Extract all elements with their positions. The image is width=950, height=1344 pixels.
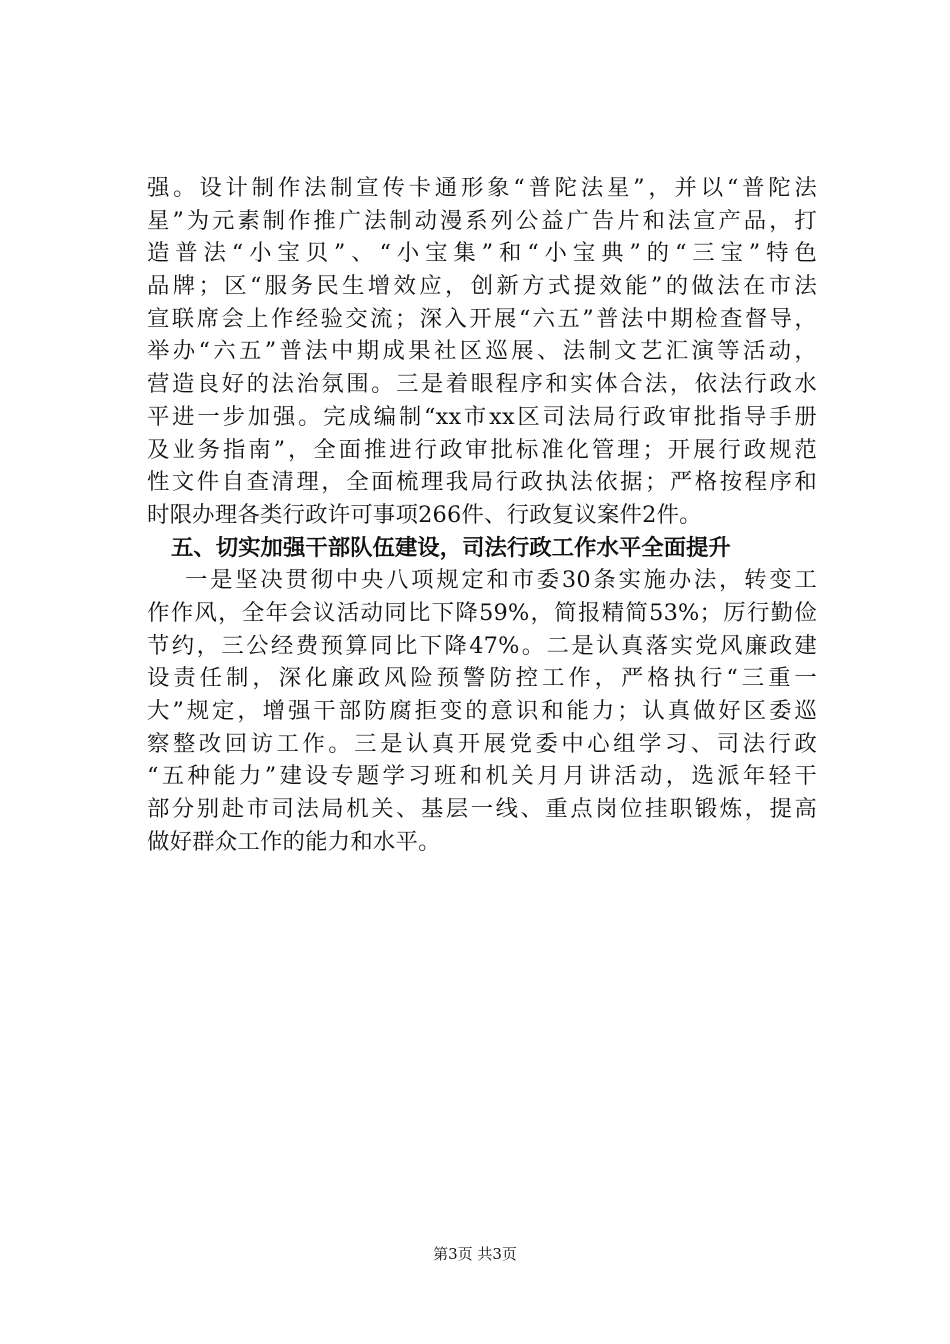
paragraph-line: 察整改回访工作。三是认真开展党委中心组学习、司法行政	[147, 730, 817, 757]
paragraph-line: 性文件自查清理，全面梳理我局行政执法依据；严格按程序和	[147, 469, 817, 496]
paragraph-line: 星”为元素制作推广法制动漫系列公益广告片和法宣产品，打	[147, 207, 817, 234]
paragraph-line: 时限办理各类行政许可事项266件、行政复议案件2件。	[147, 501, 702, 528]
document-body	[147, 172, 817, 858]
paragraph-line: 造普法“小宝贝”、“小宝集”和“小宝典”的“三宝”特色	[147, 240, 817, 267]
paragraph-2	[147, 564, 817, 858]
paragraph-line: 平进一步加强。完成编制“xx市xx区司法局行政审批指导手册	[147, 403, 817, 430]
paragraph-line: 宣联席会上作经验交流；深入开展“六五”普法中期检查督导，	[147, 305, 817, 332]
paragraph-line: 设责任制，深化廉政风险预警防控工作，严格执行“三重一	[147, 665, 817, 692]
paragraph-line: 做好群众工作的能力和水平。	[147, 828, 441, 855]
paragraph-line: 作作风，全年会议活动同比下降59%，简报精简53%；厉行勤俭	[147, 599, 817, 626]
paragraph-line: “五种能力”建设专题学习班和机关月月讲活动，选派年轻干	[147, 763, 817, 790]
paragraph-line: 强。设计制作法制宣传卡通形象“普陀法星”，并以“普陀法	[147, 175, 817, 201]
paragraph-line: 营造良好的法治氛围。三是着眼程序和实体合法，依法行政水	[147, 371, 817, 398]
paragraph-line: 部分别赴市司法局机关、基层一线、重点岗位挂职锻炼，提高	[147, 796, 817, 823]
paragraph-1	[147, 172, 817, 532]
paragraph-line: 及业务指南”，全面推进行政审批标准化管理；开展行政规范	[147, 436, 817, 463]
paragraph-line: 品牌；区“服务民生增效应，创新方式提效能”的做法在市法	[147, 273, 817, 300]
page-footer: 第3页 共3页	[433, 1245, 517, 1263]
paragraph-line: 节约，三公经费预算同比下降47%。二是认真落实党风廉政建	[147, 632, 817, 659]
section-heading: 五、切实加强干部队伍建设，司法行政工作水平全面提升	[171, 534, 731, 561]
paragraph-line: 一是坚决贯彻中央八项规定和市委30条实施办法，转变工	[185, 567, 817, 594]
paragraph-line: 举办“六五”普法中期成果社区巡展、法制文艺汇演等活动，	[147, 338, 817, 365]
paragraph-line: 大”规定，增强干部防腐拒变的意识和能力；认真做好区委巡	[147, 698, 817, 724]
